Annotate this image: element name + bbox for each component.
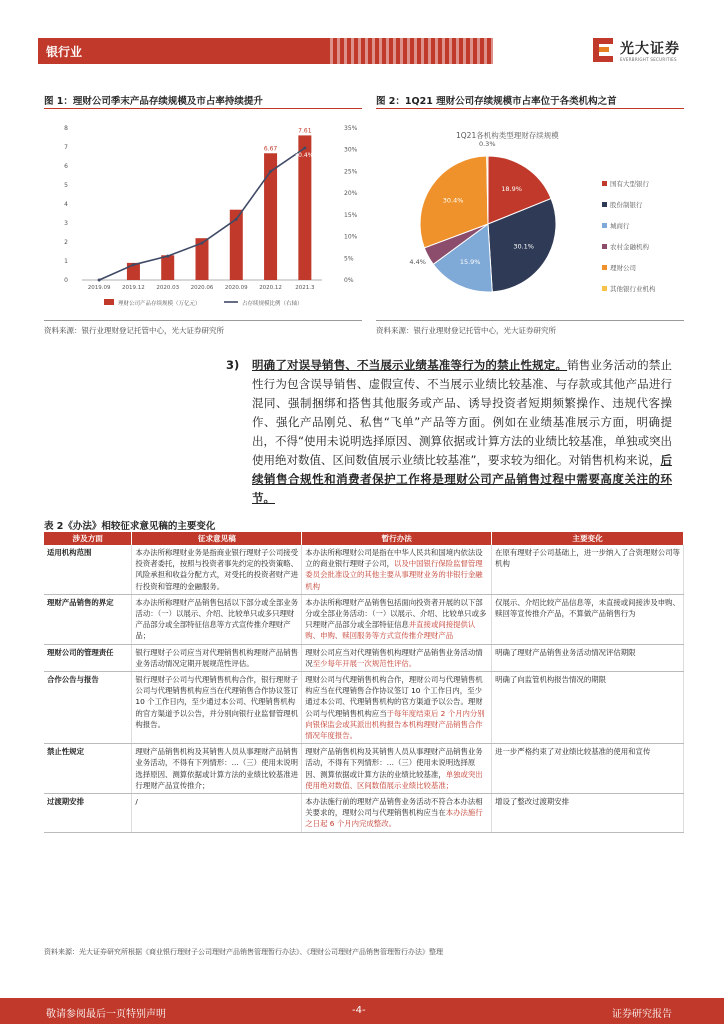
- final-text: 理财公司应当对代理销售机构理财产品销售业务活动情况: [305, 647, 483, 668]
- final-highlight: 于每年度结束后 2 个月内分别向银保监会或其派出机构报告本机构理财产品销售合作情况年度报告。: [305, 708, 485, 741]
- draft-cell: 本办法所称理财产品销售包括以下部分或全部业务活动：（一）以展示、介绍、比较单只或多只理财产品部分或全部特征信息等方式宣传推介理财产品；: [132, 594, 302, 644]
- y-tick-label-left: 4: [64, 201, 68, 208]
- x-tick-label: 2020.12: [259, 285, 282, 291]
- table-row: [44, 644, 684, 671]
- figure2-source: 资料来源：银行业理财登记托管中心，光大证券研究所: [376, 326, 556, 335]
- figure1-title: 图 1：理财公司季末产品存续规模及市占率持续提升: [44, 96, 263, 107]
- draft-cell: /: [132, 794, 302, 833]
- change-cell: 进一步严格约束了对业绩比较基准的使用和宣传: [492, 744, 684, 794]
- aspect-cell: 过渡期安排: [44, 794, 132, 833]
- body-paragraph: [226, 356, 672, 508]
- line-point: [303, 146, 306, 149]
- final-text: 本办法施行前的理财产品销售业务活动不符合本办法相关要求的，理财公司与代理销售机构应当在: [305, 797, 483, 818]
- y-tick-label-right: 30%: [344, 146, 358, 154]
- slice-label: 0.3%: [478, 140, 496, 149]
- draft-cell: 本办法所称理财业务是指商业银行理财子公司接受投资者委托，按照与投资者事先约定的投资策略、风险承担和收益分配方式，对受托的投资者财产进行投资和管理的金融服务。: [132, 545, 302, 594]
- slice-label: 15.9%: [459, 258, 481, 267]
- figure1-source-rule: [44, 320, 362, 321]
- slice-label: 30.4%: [442, 196, 464, 205]
- y-tick-label-left: 6: [64, 163, 68, 170]
- slice-label: 30.1%: [513, 242, 534, 251]
- aspect-cell: 理财公司的管理责任: [44, 644, 132, 671]
- aspect-cell: 合作公告与报告: [44, 672, 132, 744]
- final-highlight: 至少每年开展一次规范性评估。: [312, 658, 417, 668]
- paragraph-lead: 明确了对误导销售、不当展示业绩基准等行为的禁止性规定。: [252, 358, 568, 372]
- draft-cell: 理财产品销售机构及其销售人员从事理财产品销售业务活动，不得有下列情形：…（三）使用未说明选择原因、测算依据或计算方法的业绩比较基准进行理财产品宣传推介；: [132, 744, 302, 794]
- change-cell: 仅展示、介绍比较产品信息等，未直接或间接涉及申购、赎回等宣传推介产品，不算做产品销售行为: [492, 594, 684, 644]
- table-header-cell: 主要变化: [492, 532, 684, 545]
- section-label: 银行业: [46, 45, 83, 59]
- change-cell: 在原有理财子公司基础上，进一步纳入了合资理财公司等机构: [492, 545, 684, 594]
- figure2-title: 图 2：1Q21 理财公司存续规模市占率位于各类机构之首: [376, 96, 617, 107]
- aspect-cell: 理财产品销售的界定: [44, 594, 132, 644]
- y-tick-label-right: 35%: [344, 125, 358, 132]
- data-label: 6.67: [263, 145, 278, 153]
- line-point: [201, 242, 204, 245]
- y-tick-label-right: 10%: [344, 233, 358, 241]
- paragraph-text: 销售业务活动的禁止性行为包含误导销售、虚假宣传、不当展示业绩比较基准、与存款或其他产品进行混同、强制捆绑和搭售其他服务或产品、诱导投资者短期频繁操作、违规代客操作、强化产品刚兑、私售“飞单”产品等方面。例如在业绩基准展示方面，明确提出，不得“使用未说明选择原因、测算依据或计算方法的业绩比较基准，单独或突出使用绝对数值、区间数值展示业绩比较基准”，要求较为细化。对销售机构来说，: [252, 358, 672, 467]
- footer-report-type: 证券研究报告: [612, 1009, 672, 1020]
- x-tick-label: 2020.09: [224, 285, 248, 291]
- y-tick-label-right: 5%: [344, 255, 354, 263]
- aspect-cell: 禁止性规定: [44, 744, 132, 794]
- final-text: 理财产品销售机构及其销售人员从事理财产品销售业务活动，不得有下列情形：…（三）使用未说明选择原因、测算依据或计算方法的业绩比较基准，: [305, 747, 483, 779]
- legend-swatch: [602, 202, 607, 207]
- slice-label: 18.9%: [501, 185, 522, 194]
- final-highlight: 本办法施行之日起 6 个月内完成整改。: [305, 808, 483, 829]
- paragraph-conclusion: 后续销售合规性和消费者保护工作将是理财公司产品销售过程中需要高度关注的环节。: [252, 453, 672, 505]
- final-cell: [302, 644, 492, 671]
- company-logo: [590, 36, 700, 70]
- table-header-cell: 征求意见稿: [132, 532, 302, 545]
- x-tick-label: 2020.06: [190, 285, 214, 291]
- legend-swatch: [602, 286, 607, 291]
- table-header-cell: 涉及方面: [44, 532, 132, 545]
- y-tick-label-right: 0%: [344, 277, 354, 284]
- legend-label: 股份制银行: [610, 201, 643, 209]
- table-source: 资料来源：光大证券研究所根据《商业银行理财子公司理财产品销售管理暂行办法》、《理财公司理财产品销售管理暂行办法》整理: [44, 948, 443, 956]
- pie-title: 1Q21各机构类型理财存续规模: [456, 131, 559, 140]
- line-point: [235, 218, 238, 221]
- final-text: 理财公司与代理销售机构合作，理财公司与代理销售机构应当在代理销售合作协议签订 10 个工作日内，至少通过本公司、代理销售机构的官方渠道予以公告。理财公司与代理销售机构应当: [305, 675, 483, 718]
- figure1-rule: [44, 108, 362, 109]
- logo-mark-icon: [590, 36, 616, 64]
- legend-label: 理财公司产品存续规模（万亿元）: [118, 301, 201, 307]
- final-text: 本办法所称理财产品销售包括面向投资者开展的以下部分或全部业务活动：（一）以展示、介绍、比较单只或多只理财产品部分或全部特征信息: [305, 597, 487, 630]
- figure2-source-rule: [376, 320, 684, 321]
- final-cell: [302, 594, 492, 644]
- table-row: [44, 794, 684, 833]
- legend-swatch: [602, 223, 607, 228]
- legend-label: 农村金融机构: [610, 243, 649, 251]
- figure1-source: 资料来源：银行业理财登记托管中心，光大证券研究所: [44, 326, 224, 335]
- y-tick-label-right: 20%: [344, 190, 358, 198]
- legend-swatch: [602, 265, 607, 270]
- legend-label: 理财公司: [610, 264, 636, 272]
- x-tick-label: 2021.3: [295, 285, 315, 291]
- legend-swatch: [602, 181, 607, 186]
- slice-label: 4.4%: [409, 258, 426, 267]
- table-header-row: [44, 532, 684, 545]
- legend-label: 国有大型银行: [610, 180, 649, 188]
- final-highlight: 单独或突出使用绝对数值、区间数值展示业绩比较基准；: [305, 769, 483, 790]
- table-title: 表 2《办法》相较征求意见稿的主要变化: [44, 521, 216, 532]
- table-row: [44, 594, 684, 644]
- footer-disclaimer: 敬请参阅最后一页特别声明: [46, 1009, 166, 1020]
- y-tick-label-left: 0: [64, 277, 68, 284]
- line-point: [98, 279, 101, 282]
- data-label: 25.0%: [276, 168, 296, 176]
- legend-swatch: [602, 244, 607, 249]
- legend-label: 城商行: [610, 222, 630, 230]
- bar: [161, 255, 174, 280]
- change-cell: 明确了向监管机构报告情况的期限: [492, 672, 684, 744]
- y-tick-label-left: 2: [64, 239, 68, 246]
- legend-swatch-bar: [104, 299, 114, 305]
- figure2-rule: [376, 108, 684, 109]
- logo-subtext: EVERBRIGHT SECURITIES: [620, 57, 677, 62]
- y-tick-label-left: 8: [64, 125, 68, 132]
- final-highlight: 并直接或间接提供认购、申购、赎回服务等方式宣传推介理财产品: [305, 620, 476, 641]
- line-point: [132, 263, 135, 266]
- header-stripes: [330, 38, 495, 64]
- y-tick-label-left: 3: [64, 220, 68, 227]
- table-row: [44, 672, 684, 744]
- y-tick-label-right: 15%: [344, 211, 358, 219]
- logo-text: 光大证券: [620, 41, 680, 57]
- table-header-cell: 暂行办法: [302, 532, 492, 545]
- comparison-table: [44, 532, 684, 833]
- draft-cell: 银行理财子公司应当对代理销售机构理财产品销售业务活动情况定期开展规范性评估。: [132, 644, 302, 671]
- page-footer: [0, 998, 724, 1024]
- change-cell: 增设了整改过渡期安排: [492, 794, 684, 833]
- line-point: [166, 255, 169, 258]
- final-text: 本办法所称理财公司是指在中华人民共和国境内依法设立的商业银行理财子公司，: [305, 548, 483, 569]
- draft-cell: 银行理财子公司与代理销售机构合作，银行理财子公司与代理销售机构应当在代理销售合作协议签订 10 个工作日内，至少通过本公司、代理销售机构的官方渠道予以公告，并分别向银行业监督管理机构报告。: [132, 672, 302, 744]
- data-label: 7.61: [298, 127, 312, 135]
- final-cell: [302, 744, 492, 794]
- data-label: 30.4%: [294, 151, 314, 159]
- aspect-cell: 适用机构范围: [44, 545, 132, 594]
- change-cell: 明确了理财产品销售业务活动情况评估期限: [492, 644, 684, 671]
- y-tick-label-left: 1: [64, 258, 68, 265]
- page-number: -4-: [352, 1005, 366, 1016]
- figure1-chart: [44, 114, 362, 318]
- final-cell: [302, 672, 492, 744]
- final-cell: [302, 545, 492, 594]
- legend-label: 其他银行业机构: [610, 285, 656, 293]
- final-cell: [302, 794, 492, 833]
- final-highlight: 以及中国银行保险监督管理委员会批准设立的其他主要从事理财业务的非银行金融机构: [305, 559, 483, 591]
- legend-label: 占存续规模比例（右轴）: [242, 301, 303, 307]
- figure2-chart: [376, 114, 684, 318]
- table-row: [44, 744, 684, 794]
- y-tick-label-right: 25%: [344, 168, 358, 176]
- table-row: [44, 545, 684, 594]
- x-tick-label: 2019.09: [87, 285, 111, 291]
- x-tick-label: 2019.12: [122, 285, 145, 291]
- y-tick-label-left: 7: [64, 144, 68, 151]
- x-tick-label: 2020.03: [156, 285, 180, 291]
- y-tick-label-left: 5: [64, 182, 68, 189]
- line-point: [269, 170, 272, 173]
- paragraph-number: 3): [226, 358, 240, 372]
